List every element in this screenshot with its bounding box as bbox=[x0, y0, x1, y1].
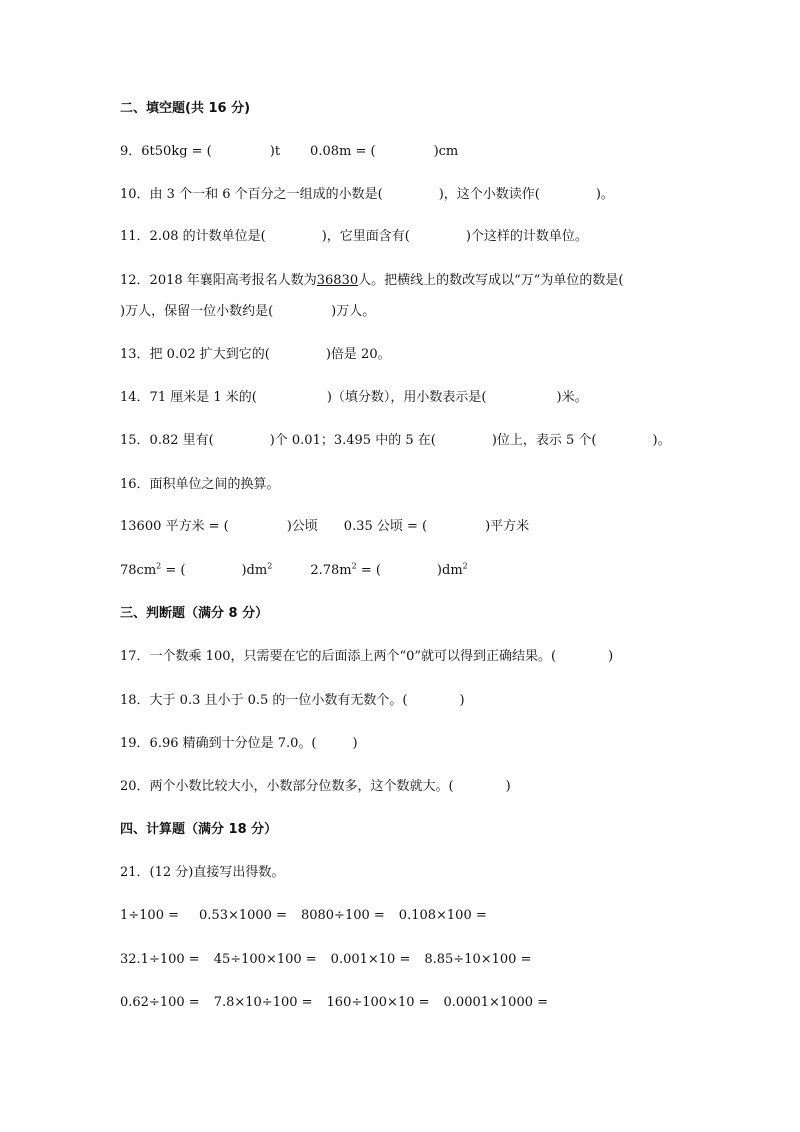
q11-number: 11． bbox=[120, 229, 150, 244]
question-18 bbox=[120, 692, 465, 710]
calc-item: 32.1÷100 = bbox=[120, 952, 200, 967]
q11-text-3: )个这样的计数单位。 bbox=[465, 229, 588, 244]
section-heading-true-false: 三、判断题（满分 8 分） bbox=[120, 606, 269, 621]
q14-number: 14． bbox=[120, 390, 150, 405]
q19-text-2: ) bbox=[352, 736, 358, 751]
q16-text: 面积单位之间的换算。 bbox=[149, 477, 280, 492]
q10-text-3: )。 bbox=[595, 187, 614, 202]
section-heading-fill-in: 二、填空题(共 16 分) bbox=[120, 101, 251, 116]
question-10 bbox=[120, 186, 614, 204]
q14-text-2: )（填分数），用小数表示是( bbox=[326, 390, 487, 405]
q9-number: 9． bbox=[120, 144, 142, 159]
q21-number: 21． bbox=[120, 865, 150, 880]
conv2-b-text-2: = ( bbox=[356, 563, 381, 578]
question-20 bbox=[120, 778, 511, 796]
calc-item: 0.0001×1000 = bbox=[443, 995, 549, 1010]
q15-text-1: 0.82 里有( bbox=[149, 433, 214, 448]
calc-item: 7.8×10÷100 = bbox=[213, 995, 313, 1010]
question-16 bbox=[120, 476, 280, 494]
q12-text-3: )万人，保留一位小数约是( bbox=[120, 304, 274, 319]
q18-number: 18． bbox=[120, 693, 150, 708]
question-17 bbox=[120, 648, 613, 666]
calc-item: 0.001×10 = bbox=[330, 952, 411, 967]
conv1-b-text-1: 0.35 公顷 = ( bbox=[343, 519, 428, 534]
q20-text-1: 两个小数比较大小，小数部分位数多，这个数就大。( bbox=[149, 779, 454, 794]
q21-text: (12 分)直接写出得数。 bbox=[149, 865, 285, 880]
calc-item: 0.62÷100 = bbox=[120, 995, 200, 1010]
q9-part-b-open: 0.08m = ( bbox=[310, 144, 376, 159]
calc-item: 45÷100×100 = bbox=[213, 952, 317, 967]
q11-text-1: 2.08 的计数单位是( bbox=[149, 229, 266, 244]
section-heading-calculation: 四、计算题（满分 18 分） bbox=[120, 822, 278, 837]
conv2-b-exponent-1: 2 bbox=[351, 561, 357, 571]
q20-number: 20． bbox=[120, 779, 150, 794]
q9-part-a-open: 6t50kg = ( bbox=[141, 144, 212, 159]
conv1-a-text-2: )公顷 bbox=[286, 519, 318, 534]
q10-text-1: 由 3 个一和 6 个百分之一组成的小数是( bbox=[149, 187, 383, 202]
calc-item: 0.53×1000 = bbox=[199, 908, 287, 923]
q15-text-4: )。 bbox=[652, 433, 671, 448]
q10-text-2: )，这个小数读作( bbox=[438, 187, 540, 202]
conv1-a-text-1: 13600 平方米 = ( bbox=[120, 519, 229, 534]
q15-number: 15． bbox=[120, 433, 150, 448]
question-19 bbox=[120, 735, 358, 753]
calc-item: 0.108×100 = bbox=[398, 908, 487, 923]
question-11 bbox=[120, 228, 588, 246]
q12-text-2: 人。把横线上的数改写成以“万”为单位的数是( bbox=[358, 273, 624, 288]
conv2-a-exponent-1: 2 bbox=[156, 561, 162, 571]
calc-item: 8080÷100 = bbox=[300, 908, 385, 923]
calc-item: 1÷100 = bbox=[120, 908, 180, 923]
q9-part-b-close: )cm bbox=[433, 144, 459, 159]
q20-text-2: ) bbox=[505, 779, 511, 794]
conv2-a-text-2: = ( bbox=[161, 563, 186, 578]
question-21 bbox=[120, 864, 284, 882]
calc-row-1 bbox=[120, 907, 487, 925]
conversion-row-2 bbox=[120, 562, 468, 580]
calc-row-2 bbox=[120, 951, 531, 969]
q12-underlined-number: 36830 bbox=[316, 273, 359, 288]
conv2-a-text-1: 78cm bbox=[120, 563, 157, 578]
q17-number: 17． bbox=[120, 649, 150, 664]
q15-text-3: )位上，表示 5 个( bbox=[491, 433, 597, 448]
calc-item: 8.85÷10×100 = bbox=[424, 952, 532, 967]
q17-text-2: ) bbox=[608, 649, 614, 664]
q18-text-2: ) bbox=[459, 693, 465, 708]
q16-number: 16． bbox=[120, 477, 150, 492]
question-12 bbox=[120, 272, 624, 290]
calc-item: 160÷100×10 = bbox=[326, 995, 430, 1010]
question-15 bbox=[120, 432, 671, 450]
q12-number: 12． bbox=[120, 273, 150, 288]
conversion-row-1 bbox=[120, 518, 529, 536]
q9-part-a-close: )t bbox=[269, 144, 281, 159]
q13-text-1: 把 0.02 扩大到它的( bbox=[149, 347, 270, 362]
question-14 bbox=[120, 389, 588, 407]
q13-number: 13． bbox=[120, 347, 150, 362]
calc-row-3 bbox=[120, 994, 548, 1012]
question-13 bbox=[120, 346, 391, 364]
q18-text-1: 大于 0.3 且小于 0.5 的一位小数有无数个。( bbox=[149, 693, 408, 708]
conv2-b-text-1: 2.78m bbox=[310, 563, 352, 578]
q17-text-1: 一个数乘 100，只需要在它的后面添上两个“0”就可以得到正确结果。( bbox=[149, 649, 557, 664]
q19-number: 19． bbox=[120, 736, 150, 751]
q14-text-3: )米。 bbox=[556, 390, 588, 405]
question-9 bbox=[120, 143, 458, 161]
q10-number: 10． bbox=[120, 187, 150, 202]
q11-text-2: )，它里面含有( bbox=[321, 229, 410, 244]
q13-text-2: )倍是 20。 bbox=[325, 347, 391, 362]
conv1-b-text-2: )平方米 bbox=[485, 519, 530, 534]
q12-text-1: 2018 年襄阳高考报名人数为 bbox=[149, 273, 317, 288]
conv2-a-exponent-2: 2 bbox=[267, 561, 273, 571]
question-12-line-2 bbox=[120, 303, 375, 321]
q15-text-2: )个 0.01；3.495 中的 5 在( bbox=[269, 433, 436, 448]
conv2-b-exponent-2: 2 bbox=[462, 561, 468, 571]
q14-text-1: 71 厘米是 1 米的( bbox=[149, 390, 257, 405]
conv2-a-text-3: )dm bbox=[241, 563, 268, 578]
q19-text-1: 6.96 精确到十分位是 7.0。( bbox=[149, 736, 317, 751]
q12-text-4: )万人。 bbox=[331, 304, 376, 319]
conv2-b-text-3: )dm bbox=[436, 563, 463, 578]
